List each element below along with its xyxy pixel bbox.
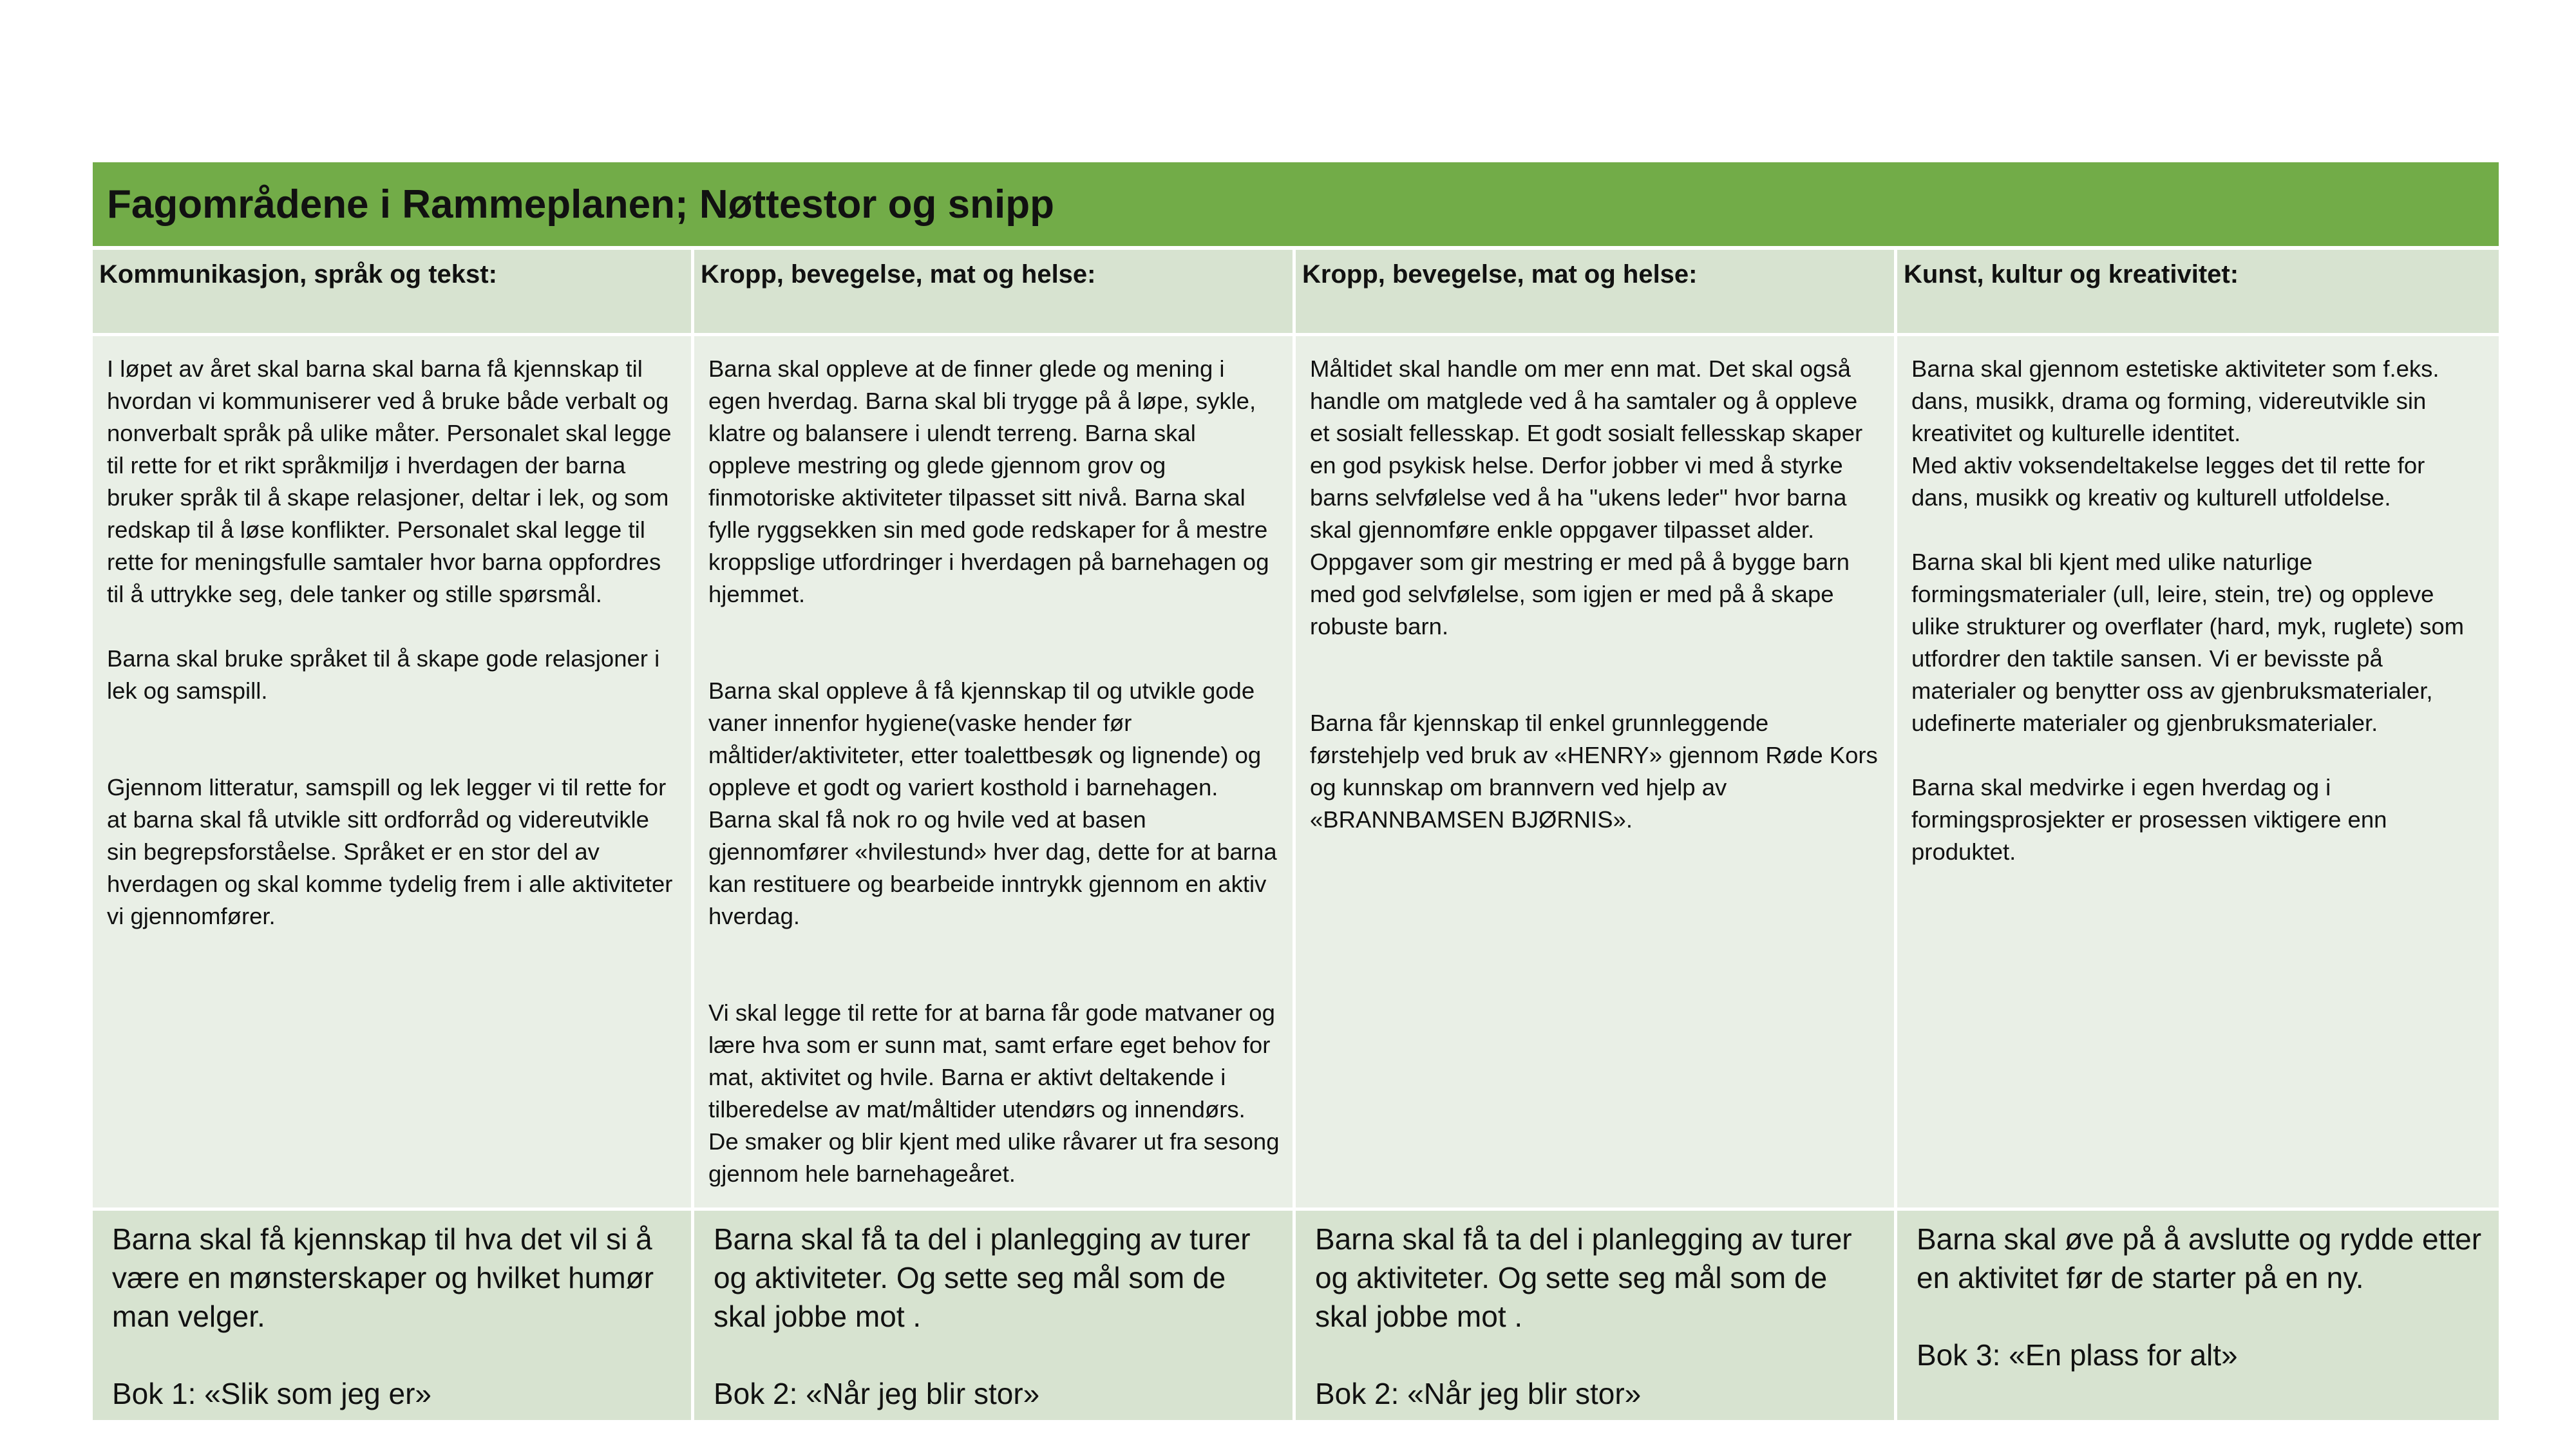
footer-art-culture-text: Barna skal øve på å avslutte og rydde etter en aktivitet før de starter på en ny. Bok 3: «En plass for alt» <box>1917 1222 2482 1372</box>
footer-communication <box>93 1211 694 1423</box>
footer-art-culture <box>1897 1211 2499 1423</box>
footer-communication-text: Barna skal få kjennskap til hva det vil si å være en mønsterskaper og hvilket humør man velger. Bok 1: «Slik som jeg er» <box>112 1222 654 1410</box>
header-body-movement-1: Kropp, bevegelse, mat og helse: <box>694 250 1296 336</box>
header-communication: Kommunikasjon, språk og tekst: <box>93 250 694 336</box>
body-body-movement-1-text: Barna skal oppleve at de finner glede og mening i egen hverdag. Barna skal bli trygge på å løpe, sykle, klatre og balansere i ulendt terreng. Barna skal oppleve mestring og glede gjennom grov og finmotoriske aktiviteter tilpasset sitt nivå. Barna skal fylle ryggsekken sin med gode redskaper for å mestre kroppslige utfordringer i hverdagen på barnehagen og hjemmet. Barna skal oppleve å få kjennskap til og utvikle gode vaner innenfor hygiene(vaske hender før måltider/aktiviteter, etter toalettbesøk og lignende) og oppleve et godt og variert kosthold i barnehagen. Barna skal få nok ro og hvile ved at basen gjennomfører «hvilestund» hver dag, dette for at barna kan restituere og bearbeide inntrykk gjennom en aktiv hverdag. Vi skal legge til rette for at barna får gode matvaner og lære hva som er sunn mat, samt erfare eget behov for mat, aktivitet og hvile. Barna er aktivt deltakende i tilberedelse av mat/måltider utendørs og innendørs. De smaker og blir kjent med ulike råvarer ut fra sesong gjennom hele barnehageåret. <box>708 355 1280 1187</box>
body-art-culture <box>1897 336 2499 1211</box>
table-title-row <box>93 162 2499 250</box>
footer-body-movement-1-text: Barna skal få ta del i planlegging av turer og aktiviteter. Og sette seg mål som de skal jobbe mot . Bok 2: «Når jeg blir stor» <box>714 1222 1251 1410</box>
body-communication <box>93 336 694 1211</box>
footer-body-movement-1 <box>694 1211 1296 1423</box>
header-art-culture: Kunst, kultur og kreativitet: <box>1897 250 2499 336</box>
footer-body-movement-2-text: Barna skal få ta del i planlegging av turer og aktiviteter. Og sette seg mål som de skal jobbe mot . Bok 2: «Når jeg blir stor» <box>1315 1222 1852 1410</box>
body-art-culture-text: Barna skal gjennom estetiske aktiviteter som f.eks. dans, musikk, drama og forming, videreutvikle sin kreativitet og kulturelle identitet. Med aktiv voksendeltakelse legges det til rette for dans, musikk og kreativ og kulturell utfoldelse. Barna skal bli kjent med ulike naturlige formingsmaterialer (ull, leire, stein, tre) og oppleve ulike strukturer og overflater (hard, myk, ruglete) som utfordrer den taktile sansen. Vi er bevisste på materialer og benytter oss av gjenbruksmaterialer, udefinerte materialer og gjenbruksmaterialer. Barna skal medvirke i egen hverdag og i formingsprosjekter er prosessen viktigere enn produktet. <box>1911 355 2465 865</box>
body-body-movement-1 <box>694 336 1296 1211</box>
footer-body-movement-2 <box>1296 1211 1897 1423</box>
table-title: Fagområdene i Rammeplanen; Nøttestor og snipp <box>107 182 1054 227</box>
body-body-movement-2-text: Måltidet skal handle om mer enn mat. Det skal også handle om matglede ved å ha samtaler og å oppleve et sosialt fellesskap. Et godt sosialt fellesskap skaper en god psykisk helse. Derfor jobber vi med å styrke barns selvfølelse ved å ha "ukens leder" hvor barna skal gjennomføre enkle oppgaver tilpasset alder. Oppgaver som gir mestring er med på å bygge barn med god selvfølelse, som igjen er med på å skape robuste barn. Barna får kjennskap til enkel grunnleggende førstehjelp ved bruk av «HENRY» gjennom Røde Kors og kunnskap om brannvern ved hjelp av «BRANNBAMSEN BJØRNIS». <box>1310 355 1878 833</box>
body-communication-text: I løpet av året skal barna skal barna få kjennskap til hvordan vi kommuniserer ved å bruke både verbalt og nonverbalt språk på ulike måter. Personalet skal legge til rette for et rikt språkmiljø i hverdagen der barna bruker språk til å skape relasjoner, deltar i lek, og som redskap til å løse konflikter. Personalet skal legge til rette for meningsfulle samtaler hvor barna oppfordres til å uttrykke seg, dele tanker og stille spørsmål. Barna skal bruke språket til å skape gode relasjoner i lek og samspill. Gjennom litteratur, samspill og lek legger vi til rette for at barna skal få utvikle sitt ordforråd og videreutvikle sin begrepsforståelse. Språket er en stor del av hverdagen og skal komme tydelig frem i alle aktiviteter vi gjennomfører. <box>107 355 673 929</box>
curriculum-table <box>93 162 2499 1423</box>
header-body-movement-2: Kropp, bevegelse, mat og helse: <box>1296 250 1897 336</box>
body-body-movement-2 <box>1296 336 1897 1211</box>
